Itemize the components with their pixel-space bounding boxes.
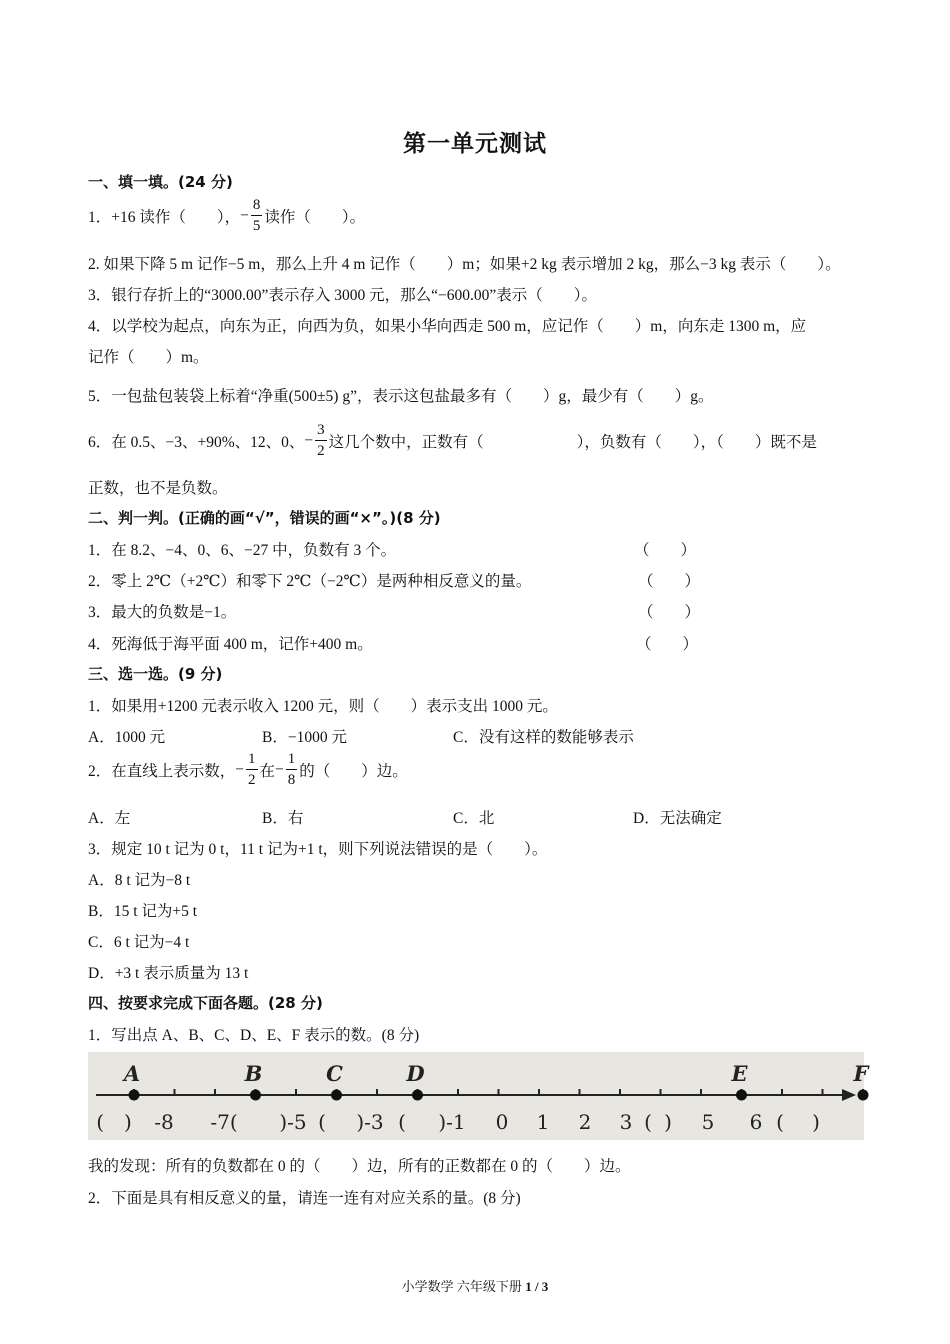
s3-q1-option-b: B．−1000 元 (262, 729, 347, 746)
number-line-label: 0 (495, 1110, 509, 1134)
point-label-c: C (326, 1061, 343, 1086)
s2-item-4: 4．死海低于海平面 400 m，记作+400 m。 (88, 636, 373, 653)
number-line-label: )-3 (356, 1110, 384, 1134)
s3-q2-f2-sign: − (275, 761, 284, 778)
fraction-1-8 (286, 752, 298, 788)
s1-q6 (88, 423, 817, 459)
fraction-1-2 (246, 752, 258, 788)
s1-q4-line2: 记作（ ）m。 (88, 349, 209, 366)
s2-item-3: 3．最大的负数是−1。 (88, 604, 237, 621)
point-label-d: D (406, 1061, 425, 1086)
point-label-f: F (853, 1061, 869, 1086)
number-line-label: ) (664, 1110, 672, 1134)
point-d (412, 1090, 423, 1101)
frac-denominator: 5 (252, 218, 261, 234)
point-label-b: B (244, 1061, 263, 1086)
s3-q2-option-b: B．右 (262, 810, 304, 827)
number-line-label: 2 (578, 1110, 592, 1134)
s3-q3-option-d: D．+3 t 表示质量为 13 t (88, 965, 249, 982)
s3-q2-f1-sign: − (235, 761, 245, 778)
frac-denominator: 2 (248, 772, 256, 788)
page-number: 1 / 3 (525, 1279, 549, 1294)
number-line-label: 5 (701, 1110, 715, 1134)
page-title: 第一单元测试 (403, 131, 547, 157)
footer-text: 小学数学 六年级下册 (401, 1279, 526, 1294)
frac-numerator: 3 (315, 423, 327, 441)
point-b (250, 1090, 261, 1101)
point-label-a: A (123, 1061, 141, 1086)
s1-q6-text-a: 6．在 0.5、−3、+90%、12、0、 (88, 434, 305, 451)
s3-q3-option-b: B．15 t 记为+5 t (88, 903, 198, 920)
number-line-label: ( (318, 1110, 326, 1134)
s2-item-4-answer-paren: （ ） (636, 636, 699, 653)
number-line-label: 1 (536, 1110, 550, 1134)
section-4-heading: 四、按要求完成下面各题。(28 分) (88, 994, 323, 1012)
frac-denominator: 2 (317, 443, 325, 459)
s3-q2-option-a: A．左 (88, 810, 131, 827)
s2-item-3-answer-paren: （ ） (638, 604, 701, 621)
point-a (129, 1090, 140, 1101)
fraction-3-2 (315, 423, 327, 459)
point-e (736, 1090, 747, 1101)
number-line-label: -8 (154, 1110, 174, 1134)
s3-q3: 3．规定 10 t 记为 0 t，11 t 记为+1 t，则下列说法错误的是（ ）。 (88, 841, 548, 858)
number-line-label: ( (398, 1110, 406, 1134)
s2-item-2-answer-paren: （ ） (638, 573, 701, 590)
frac-numerator: 8 (251, 198, 263, 216)
section-1-heading: 一、填一填。(24 分) (88, 173, 233, 191)
s1-q6-frac-sign: − (304, 432, 314, 449)
fraction-8-5 (251, 198, 263, 234)
s3-q1-option-c: C．没有这样的数能够表示 (453, 729, 634, 746)
s4-finding: 我的发现：所有的负数都在 0 的（ ）边，所有的正数都在 0 的（ ）边。 (88, 1158, 631, 1175)
s1-q1-frac-sign: − (240, 207, 249, 224)
s1-q3: 3．银行存折上的“3000.00”表示存入 3000 元，那么“−600.00”表示（ ）。 (88, 287, 598, 304)
s4-q1: 1．写出点 A、B、C、D、E、F 表示的数。(8 分) (88, 1027, 420, 1044)
s1-q1-text-a: 1．+16 读作（ ）， (88, 209, 241, 226)
number-line-label: 6 (749, 1110, 763, 1134)
s1-q2: 2. 如果下降 5 m 记作−5 m，那么上升 4 m 记作（ ）m；如果+2 kg 表示增加 2 kg，那么−3 kg 表示（ ）。 (88, 256, 841, 273)
s1-q6-line2: 正数，也不是负数。 (88, 480, 228, 497)
number-line-label: ( (644, 1110, 652, 1134)
s3-q2-text-mid: 在 (259, 763, 276, 780)
s3-q2-option-d: D．无法确定 (633, 810, 722, 827)
number-line-label: ( (776, 1110, 784, 1134)
s2-item-1: 1．在 8.2、−4、0、6、−27 中，负数有 3 个。 (88, 542, 397, 559)
number-line-label: -7( (210, 1110, 238, 1134)
number-line-label: ( ) (96, 1110, 132, 1134)
number-line-label: ) (812, 1110, 820, 1134)
point-c (331, 1090, 342, 1101)
s3-q3-option-a: A．8 t 记为−8 t (88, 872, 191, 889)
arrow-head-icon (842, 1089, 856, 1101)
section-3-heading: 三、选一选。(9 分) (88, 665, 223, 683)
s4-q2: 2．下面是具有相反意义的量，请连一连有对应关系的量。(8 分) (88, 1190, 521, 1207)
s2-item-1-answer-paren: （ ） (634, 542, 697, 559)
section-2-heading: 二、判一判。(正确的画“√”，错误的画“×”。)(8 分) (88, 509, 441, 527)
s1-q6-text-b: 这几个数中，正数有（ ），负数有（ ），（ ）既不是 (328, 434, 817, 451)
number-line-figure (88, 1052, 869, 1140)
s1-q5: 5．一包盐包装袋上标着“净重(500±5) g”，表示这包盐最多有（ ）g，最少有（ ）g。 (88, 388, 714, 405)
number-line-label: )-5 (279, 1110, 307, 1134)
s3-q2-text-b: 的（ ）边。 (299, 763, 408, 780)
frac-denominator: 8 (287, 772, 296, 788)
point-label-e: E (731, 1061, 748, 1086)
s1-q1-text-b: 读作（ ）。 (264, 209, 366, 226)
s3-q2-text-a: 2．在直线上表示数， (88, 763, 236, 780)
s2-item-2: 2．零上 2℃（+2℃）和零下 2℃（−2℃）是两种相反意义的量。 (88, 573, 532, 590)
s3-q1-option-a: A．1000 元 (88, 729, 166, 746)
number-line-label: 3 (619, 1110, 633, 1134)
page-footer (0, 1276, 950, 1295)
s3-q3-option-c: C．6 t 记为−4 t (88, 934, 190, 951)
number-line-label: )-1 (438, 1110, 466, 1134)
number-line-photo (88, 1052, 869, 1140)
s3-q1: 1．如果用+1200 元表示收入 1200 元，则（ ）表示支出 1000 元。 (88, 698, 558, 715)
frac-numerator: 1 (246, 752, 258, 770)
frac-numerator: 1 (286, 752, 298, 770)
point-f (858, 1090, 869, 1101)
s3-q2 (88, 752, 408, 788)
s1-q4-line1: 4．以学校为起点，向东为正，向西为负，如果小华向西走 500 m，应记作（ ）m，向东走 1300 m，应 (88, 318, 807, 335)
s1-q1 (88, 198, 365, 234)
s3-q2-option-c: C．北 (453, 810, 495, 827)
